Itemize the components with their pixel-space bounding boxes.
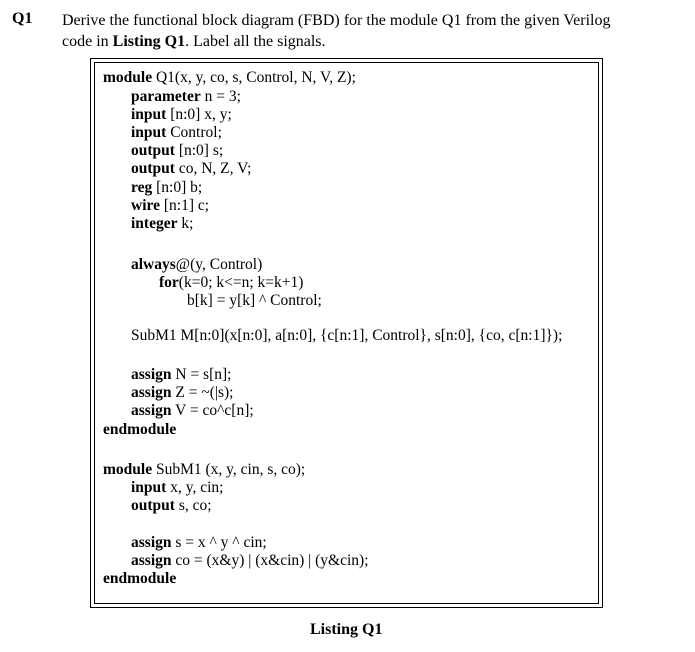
code-listing-box [94,62,599,604]
code-line [131,402,254,420]
code-text: co, N, Z, V; [174,160,252,177]
code-text: s, co; [174,497,212,514]
code-text: @(y, Control) [175,256,263,273]
code-line [131,479,223,497]
code-text: k; [177,215,194,232]
code-line [131,497,212,515]
question-number: Q1 [12,10,33,27]
code-text: Q1(x, y, co, s, Control, N, V, Z); [152,69,356,86]
code-keyword: output [131,160,175,177]
code-keyword: assign [131,366,172,383]
code-keyword: endmodule [103,570,177,587]
code-keyword: input [131,479,167,496]
code-keyword: module [103,461,153,478]
code-line [131,215,193,233]
code-line [131,88,241,106]
code-text: [n:0] x, y; [166,106,232,123]
code-line [131,160,251,178]
question-line-2-pre: code in [62,33,113,50]
code-keyword: output [131,497,175,514]
code-text: s = x ^ y ^ cin; [171,534,267,551]
code-text: SubM1 (x, y, cin, s, co); [152,461,306,478]
code-keyword: integer [131,215,178,232]
question-text [62,10,677,52]
question-listing-ref: Listing Q1 [112,33,186,50]
code-text: SubM1 M[n:0](x[n:0], a[n:0], {c[n:1], Control}, s[n:0], {co, c[n:1]}); [131,327,563,344]
code-line [131,256,262,274]
question-line-2-post: . Label all the signals. [185,33,326,50]
code-keyword: input [131,124,167,141]
code-text: n = 3; [200,88,241,105]
code-text: Z = ~(|s); [171,384,234,401]
code-text: b[k] = y[k] ^ Control; [187,292,322,309]
code-line [131,327,562,345]
code-keyword: endmodule [103,421,177,438]
code-line [131,534,267,552]
code-line [131,552,369,570]
code-line [131,366,231,384]
listing-caption: Listing Q1 [310,621,383,638]
code-keyword: always [131,256,176,273]
code-text: [n:0] b; [152,179,203,196]
code-text: [n:0] s; [174,142,224,159]
code-keyword: wire [131,197,160,214]
code-text: N = s[n]; [171,366,232,383]
code-text: V = co^c[n]; [171,402,254,419]
code-keyword: assign [131,534,172,551]
code-line [187,292,322,310]
code-line [103,421,176,439]
code-line [103,69,356,87]
code-keyword: reg [131,179,153,196]
code-keyword: assign [131,402,172,419]
code-line [131,197,209,215]
code-keyword: assign [131,552,172,569]
code-keyword: module [103,69,153,86]
code-keyword: for [159,274,179,291]
code-line [131,384,234,402]
code-text: co = (x&y) | (x&cin) | (y&cin); [171,552,369,569]
code-line [131,179,202,197]
code-text: [n:1] c; [159,197,210,214]
code-line [103,570,176,588]
code-line [159,274,303,292]
question-line-2 [62,31,677,52]
code-text: x, y, cin; [166,479,224,496]
code-keyword: output [131,142,175,159]
code-keyword: parameter [131,88,201,105]
code-text: Control; [166,124,222,141]
code-text: (k=0; k<=n; k=k+1) [178,274,304,291]
code-line [103,461,305,479]
code-line [131,106,232,124]
code-line [131,142,223,160]
question-line-1: Derive the functional block diagram (FBD) for the module Q1 from the given Verilog [62,12,611,29]
code-keyword: input [131,106,167,123]
code-keyword: assign [131,384,172,401]
code-line [131,124,222,142]
